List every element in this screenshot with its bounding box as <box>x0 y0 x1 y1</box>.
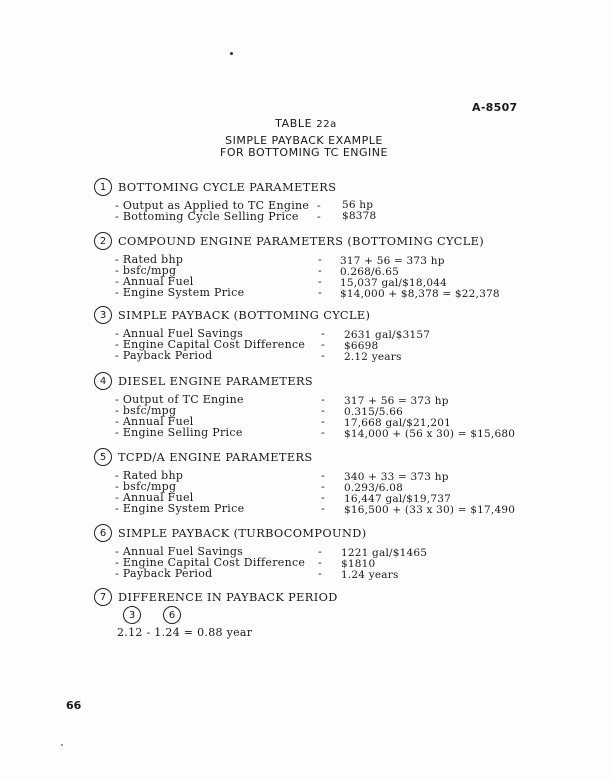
section-title: TCPD/A ENGINE PARAMETERS <box>118 450 313 464</box>
param-label: - Bottoming Cycle Selling Price <box>115 210 299 223</box>
separator-dash: - <box>321 502 325 515</box>
table-label-text: TABLE <box>275 117 313 130</box>
separator-dash: - <box>318 264 322 277</box>
section-difference-in-payback <box>94 587 338 607</box>
separator-dash: - <box>318 286 322 299</box>
param-row <box>115 210 377 223</box>
separator-dash: - <box>317 199 321 212</box>
param-label: - Payback Period <box>115 349 213 362</box>
param-label: - Annual Fuel <box>115 491 194 504</box>
param-label: - Rated bhp <box>115 253 184 266</box>
table-title-line2: FOR BOTTOMING TC ENGINE <box>220 146 388 159</box>
param-value: 15,037 gal/$18,044 <box>340 277 447 289</box>
section-simple-payback-bottoming <box>94 305 431 363</box>
param-value: 17,668 gal/$21,201 <box>344 417 451 429</box>
param-row <box>115 349 402 363</box>
reference-circles <box>123 606 181 624</box>
param-value: 2631 gal/$3157 <box>344 329 431 341</box>
param-label: - Rated bhp <box>115 469 184 482</box>
param-value: 56 hp <box>342 199 374 211</box>
section-title: DIFFERENCE IN PAYBACK PERIOD <box>118 590 338 604</box>
separator-dash: - <box>321 480 325 493</box>
param-label: - bsfc/mpg <box>115 404 177 417</box>
section-title: COMPOUND ENGINE PARAMETERS (BOTTOMING CYCLE) <box>118 234 485 248</box>
separator-dash: - <box>318 567 322 580</box>
param-value: 340 + 33 = 373 hp <box>344 471 449 483</box>
separator-dash: - <box>321 349 325 362</box>
param-label: - Annual Fuel Savings <box>115 327 244 340</box>
param-label: - Engine Capital Cost Difference <box>115 556 306 569</box>
separator-dash: - <box>321 469 325 482</box>
section-bottoming-cycle-parameters <box>94 177 377 223</box>
param-label: - Engine System Price <box>115 286 245 299</box>
param-row <box>115 567 399 581</box>
param-value: 2.12 years <box>344 351 402 363</box>
document-id: A-8507 <box>472 101 518 114</box>
section-title: SIMPLE PAYBACK (BOTTOMING CYCLE) <box>118 308 371 322</box>
param-value: 0.315/5.66 <box>344 406 403 418</box>
page-number: 66 <box>66 699 82 712</box>
separator-dash: - <box>321 393 325 406</box>
param-label: - Engine Selling Price <box>115 426 243 439</box>
param-value: 1.24 years <box>341 569 399 581</box>
separator-dash: - <box>318 545 322 558</box>
param-label: - bsfc/mpg <box>115 480 177 493</box>
param-row <box>115 426 516 440</box>
separator-dash: - <box>321 327 325 340</box>
param-value: 317 + 56 = 373 hp <box>344 395 449 407</box>
param-row <box>115 502 516 516</box>
separator-dash: - <box>318 275 322 288</box>
param-label: - Engine Capital Cost Difference <box>115 338 306 351</box>
scan-speck <box>61 744 63 746</box>
param-value: $14,000 + (56 x 30) = $15,680 <box>344 428 516 440</box>
section-number-circle: 5 <box>94 448 112 466</box>
section-title: SIMPLE PAYBACK (TURBOCOMPOUND) <box>118 526 367 540</box>
param-label: - Output as Applied to TC Engine <box>115 199 310 212</box>
section-number-circle: 3 <box>94 306 112 324</box>
section-number-circle: 2 <box>94 232 112 250</box>
section-title: BOTTOMING CYCLE PARAMETERS <box>118 180 337 194</box>
separator-dash: - <box>318 556 322 569</box>
section-number-circle: 7 <box>94 588 112 606</box>
section-tcpd-a-engine-parameters <box>94 447 516 516</box>
param-label: - bsfc/mpg <box>115 264 177 277</box>
param-value: 1221 gal/$1465 <box>341 547 428 559</box>
param-value: $14,000 + $8,378 = $22,378 <box>340 288 500 300</box>
param-value: 0.293/6.08 <box>344 482 403 494</box>
reference-circle-section-3: 3 <box>123 606 141 624</box>
section-number-circle: 4 <box>94 372 112 390</box>
param-value: $6698 <box>344 340 379 352</box>
param-value: 0.268/6.65 <box>340 266 399 278</box>
separator-dash: - <box>321 491 325 504</box>
section-number-circle: 1 <box>94 178 112 196</box>
param-value: 16,447 gal/$19,737 <box>344 493 451 505</box>
param-value: $1810 <box>341 558 376 570</box>
param-label: - Output of TC Engine <box>115 393 244 406</box>
section-compound-engine-parameters <box>94 231 500 300</box>
separator-dash: - <box>321 404 325 417</box>
section-simple-payback-turbocompound <box>94 523 428 581</box>
reference-circle-section-6: 6 <box>163 606 181 624</box>
separator-dash: - <box>317 210 321 223</box>
section-title: DIESEL ENGINE PARAMETERS <box>118 374 314 388</box>
param-value: $8378 <box>342 210 377 222</box>
separator-dash: - <box>321 415 325 428</box>
param-label: - Annual Fuel Savings <box>115 545 244 558</box>
param-label: - Engine System Price <box>115 502 245 515</box>
table-title-line1: SIMPLE PAYBACK EXAMPLE <box>225 134 383 147</box>
section-diesel-engine-parameters <box>94 371 516 440</box>
separator-dash: - <box>318 253 322 266</box>
scan-speck <box>230 52 233 55</box>
payback-difference-equation: 2.12 - 1.24 = 0.88 year <box>117 626 253 639</box>
param-label: - Annual Fuel <box>115 275 194 288</box>
param-label: - Annual Fuel <box>115 415 194 428</box>
separator-dash: - <box>321 338 325 351</box>
param-label: - Payback Period <box>115 567 213 580</box>
table-label <box>0 117 612 130</box>
section-number-circle: 6 <box>94 524 112 542</box>
table-number: 22a <box>316 119 337 130</box>
param-value: 317 + 56 = 373 hp <box>340 255 445 267</box>
param-value: $16,500 + (33 x 30) = $17,490 <box>344 504 516 516</box>
param-row <box>115 286 500 300</box>
separator-dash: - <box>321 426 325 439</box>
